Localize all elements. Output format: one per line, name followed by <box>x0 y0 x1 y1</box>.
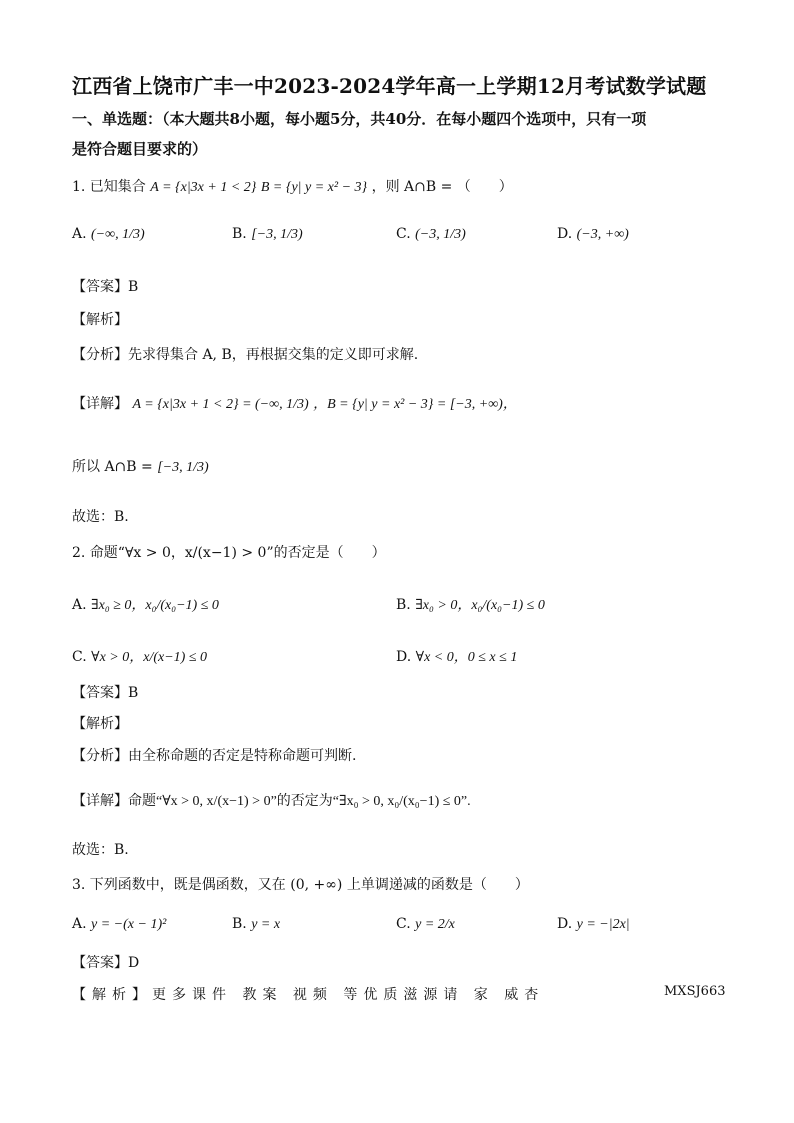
q3-option-a <box>72 916 166 933</box>
q3-stem: 3. 下列函数中，既是偶函数，又在 (0, +∞) 上单调递减的函数是（ ） <box>72 877 529 893</box>
option-text: y = −(x − 1)² <box>91 917 167 932</box>
option-label: D. <box>396 649 412 665</box>
q1-prefix: 1. 已知集合 <box>72 179 146 195</box>
option-label: B. <box>232 226 247 242</box>
q1-analysis: 【分析】先求得集合 A, B，再根据交集的定义即可求解. <box>72 347 419 363</box>
option-text: (−∞, 1/3) <box>91 227 145 242</box>
option-label: B. <box>232 916 247 932</box>
option-text: ∃x₀ > 0，x₀/(x₀−1) ≤ 0 <box>415 598 545 613</box>
detail-set-a-value: (−∞, 1/3) <box>255 397 309 412</box>
option-label: A. <box>72 597 87 613</box>
q1-suffix: ，则 A∩B = （ ） <box>371 179 513 195</box>
option-label: D. <box>557 226 573 242</box>
q1-choose: 故选：B. <box>72 509 129 525</box>
q3-option-c <box>396 916 455 933</box>
option-text: y = x <box>251 917 281 932</box>
detail-text: 【详解】命题“∀x > 0, x/(x−1) > 0”的否定为“∃x₀ > 0, x₀/(x₀−1) ≤ 0”. <box>72 794 471 809</box>
q2-jiexi: 【解析】 <box>72 716 128 732</box>
page-title: 江西省上饶市广丰一中2023-2024学年高一上学期12月考试数学试题 <box>72 74 707 98</box>
q2-option-b <box>396 594 545 614</box>
option-text: ∀x < 0，0 ≤ x ≤ 1 <box>415 650 518 665</box>
option-label: A. <box>72 226 87 242</box>
conclusion-value: [−3, 1/3) <box>157 460 209 475</box>
option-label: A. <box>72 916 87 932</box>
detail-set-b: ，B = {y| y = x² − 3} = [−3, +∞)， <box>313 397 517 412</box>
option-label: C. <box>396 226 411 242</box>
q2-option-d <box>396 646 517 666</box>
option-text: [−3, 1/3) <box>251 227 303 242</box>
option-label: D. <box>557 916 573 932</box>
q2-stem: 2. 命题“∀x > 0，x/(x−1) > 0”的否定是（ ） <box>72 545 386 561</box>
q1-set-b: B = {y| y = x² − 3} <box>260 180 368 195</box>
option-text: y = 2/x <box>415 917 455 932</box>
option-text: (−3, +∞) <box>576 227 629 242</box>
q3-option-d <box>557 916 630 933</box>
q1-jiexi: 【解析】 <box>72 312 128 328</box>
q3-option-b <box>232 916 280 933</box>
section-heading-line2: 是符合题目要求的） <box>72 140 208 158</box>
q3-answer: 【答案】D <box>72 955 140 971</box>
footer-code: MXSJ663 <box>664 984 726 999</box>
option-text: ∃x₀ ≥ 0，x₀/(x₀−1) ≤ 0 <box>91 598 219 613</box>
q2-detail <box>72 790 471 810</box>
conclusion-prefix: 所以 A∩B = <box>72 459 158 475</box>
q1-option-b <box>232 226 303 243</box>
q1-option-a <box>72 226 145 243</box>
q1-conclusion <box>72 456 209 476</box>
detail-label: 【详解】 <box>72 396 128 412</box>
q1-detail <box>72 393 517 413</box>
q2-option-a <box>72 594 219 614</box>
detail-set-a: A = {x|3x + 1 < 2} = <box>132 397 256 412</box>
section-heading-line1: 一、单选题：（本大题共8小题，每小题5分，共40分．在每小题四个选项中，只有一项 <box>72 110 647 128</box>
q1-answer: 【答案】B <box>72 279 139 295</box>
q2-option-c <box>72 646 207 666</box>
footer-text: 【解析】更多课件 教案 视频 等优质滋源请 家 威杏 <box>72 987 545 1003</box>
q2-answer: 【答案】B <box>72 685 139 701</box>
option-text: y = −|2x| <box>576 917 630 932</box>
q1-stem <box>72 176 513 196</box>
option-text: ∀x > 0，x/(x−1) ≤ 0 <box>91 650 208 665</box>
q2-choose: 故选：B. <box>72 842 129 858</box>
q1-option-d <box>557 226 629 243</box>
option-label: B. <box>396 597 411 613</box>
q1-set-a: A = {x|3x + 1 < 2} <box>150 180 257 195</box>
option-label: C. <box>396 916 411 932</box>
q2-analysis: 【分析】由全称命题的否定是特称命题可判断. <box>72 748 357 764</box>
q1-option-c <box>396 226 466 243</box>
option-text: (−3, 1/3) <box>415 227 466 242</box>
option-label: C. <box>72 649 87 665</box>
